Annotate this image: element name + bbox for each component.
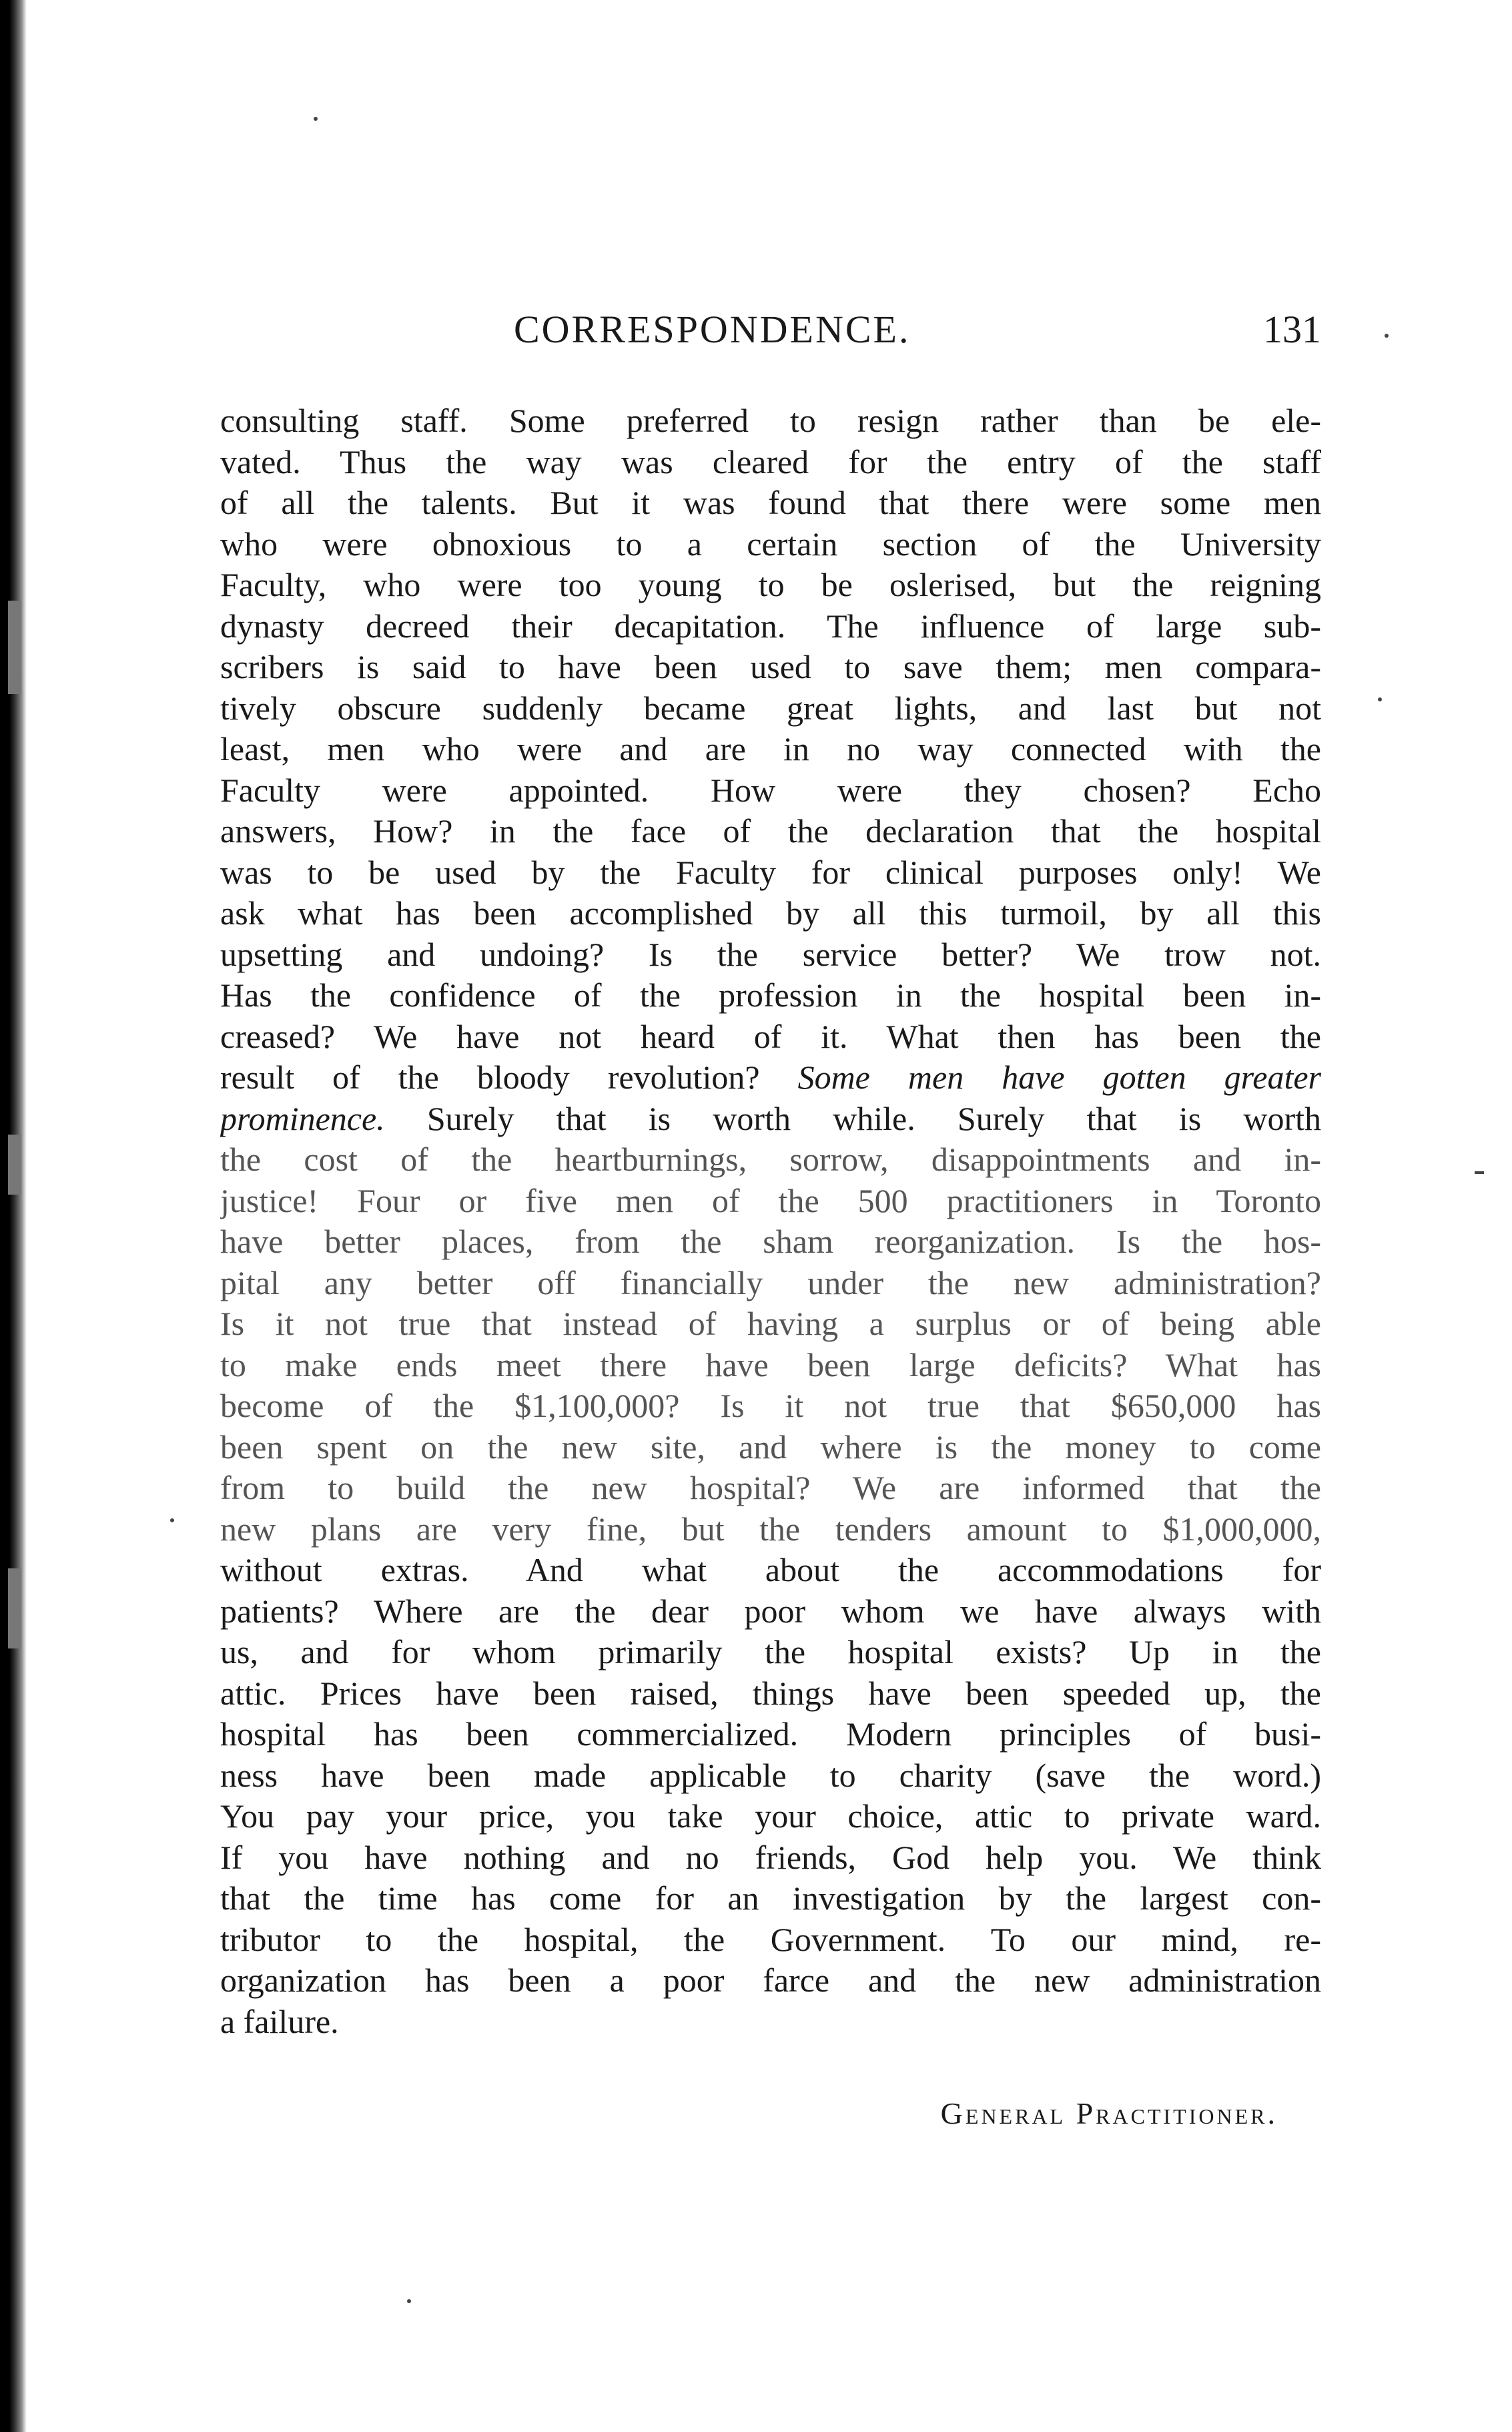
text-line: ness have been made applicable to charity (save the word.) — [220, 1756, 1321, 1794]
text-line: new plans are very fine, but the tenders amount to $1,000,000, — [220, 1510, 1321, 1548]
text-line: dynasty decreed their decapitation. The influence of large sub- — [220, 607, 1321, 645]
paper-speck — [1475, 1171, 1484, 1174]
text-line: tributor to the hospital, the Government. To our mind, re- — [220, 1920, 1321, 1958]
text-line: If you have nothing and no friends, God help you. We think — [220, 1838, 1321, 1876]
paper-speck — [170, 1518, 174, 1522]
text-line: prominence. Surely that is worth while. Surely that is worth — [220, 1099, 1321, 1137]
text-line: justice! Four or five men of the 500 practitioners in Toronto — [220, 1181, 1321, 1219]
text-line: Is it not true that instead of having a surplus or of being able — [220, 1305, 1321, 1342]
paper-speck — [1378, 697, 1382, 701]
text-line: to make ends meet there have been large deficits? What has — [220, 1345, 1321, 1384]
text-line: attic. Prices have been raised, things have been speeded up, the — [220, 1674, 1321, 1712]
text-line: result of the bloody revolution? Some men have gotten greater — [220, 1058, 1321, 1096]
text-line: tively obscure suddenly became great lights, and last but not — [220, 689, 1321, 727]
signature: General Practitioner. — [940, 2096, 1278, 2130]
text-line: have better places, from the sham reorganization. Is the hos- — [220, 1223, 1321, 1260]
running-title: CORRESPONDENCE. — [514, 308, 911, 351]
binding-mark — [8, 601, 21, 694]
letter-body — [220, 400, 1321, 2042]
text-line: been spent on the new site, and where is the money to come — [220, 1428, 1321, 1466]
text-line: hospital has been commercialized. Modern principles of busi- — [220, 1715, 1321, 1753]
text-line: ask what has been accomplished by all this turmoil, by all this — [220, 894, 1321, 932]
text-line: You pay your price, you take your choice, attic to private ward. — [220, 1797, 1321, 1835]
text-line: upsetting and undoing? Is the service better? We trow not. — [220, 935, 1321, 973]
text-line: who were obnoxious to a certain section of the University — [220, 525, 1321, 563]
text-line: consulting staff. Some preferred to resign rather than be ele- — [220, 402, 1321, 439]
paper-speck — [407, 2299, 411, 2303]
text-line: was to be used by the Faculty for clinical purposes only! We — [220, 853, 1321, 891]
text-line: least, men who were and are in no way connected with the — [220, 730, 1321, 768]
paper-speck — [314, 117, 318, 121]
text-line: a failure. — [220, 2002, 339, 2040]
text-line: organization has been a poor farce and the new administration — [220, 1961, 1321, 1999]
text-line: patients? Where are the dear poor whom we have always with — [220, 1592, 1321, 1630]
text-line: us, and for whom primarily the hospital exists? Up in the — [220, 1633, 1321, 1670]
text-line: without extras. And what about the accommodations for — [220, 1551, 1321, 1588]
binding-mark — [8, 1568, 21, 1648]
text-line: pital any better off financially under the new administration? — [220, 1263, 1321, 1301]
text-line: creased? We have not heard of it. What then has been the — [220, 1017, 1321, 1055]
text-line: from to build the new hospital? We are informed that the — [220, 1469, 1321, 1506]
text-line: scribers is said to have been used to save them; men compara- — [220, 648, 1321, 685]
paper-speck — [1385, 334, 1389, 338]
emphasis-text: prominence. — [220, 1099, 385, 1137]
text-line: answers, How? in the face of the declaration that the hospital — [220, 812, 1321, 850]
document-page — [220, 0, 1321, 2432]
binding-mark — [8, 1135, 21, 1195]
page-binding-shadow — [0, 0, 27, 2432]
text-line: the cost of the heartburnings, sorrow, disappointments and in- — [220, 1141, 1321, 1178]
text-line: Has the confidence of the profession in the hospital been in- — [220, 976, 1321, 1014]
text-line: vated. Thus the way was cleared for the entry of the staff — [220, 442, 1321, 481]
text-line: that the time has come for an investigation by the largest con- — [220, 1879, 1321, 1917]
emphasis-text: Some men have gotten greater — [797, 1058, 1321, 1096]
text-line: of all the talents. But it was found that there were some men — [220, 484, 1321, 521]
text-line: Faculty, who were too young to be oslerised, but the reigning — [220, 566, 1321, 603]
page-header — [220, 307, 1321, 360]
text-line: Faculty were appointed. How were they chosen? Echo — [220, 771, 1321, 809]
text-line: become of the $1,100,000? Is it not true that $650,000 has — [220, 1387, 1321, 1424]
page-number: 131 — [1263, 308, 1321, 351]
